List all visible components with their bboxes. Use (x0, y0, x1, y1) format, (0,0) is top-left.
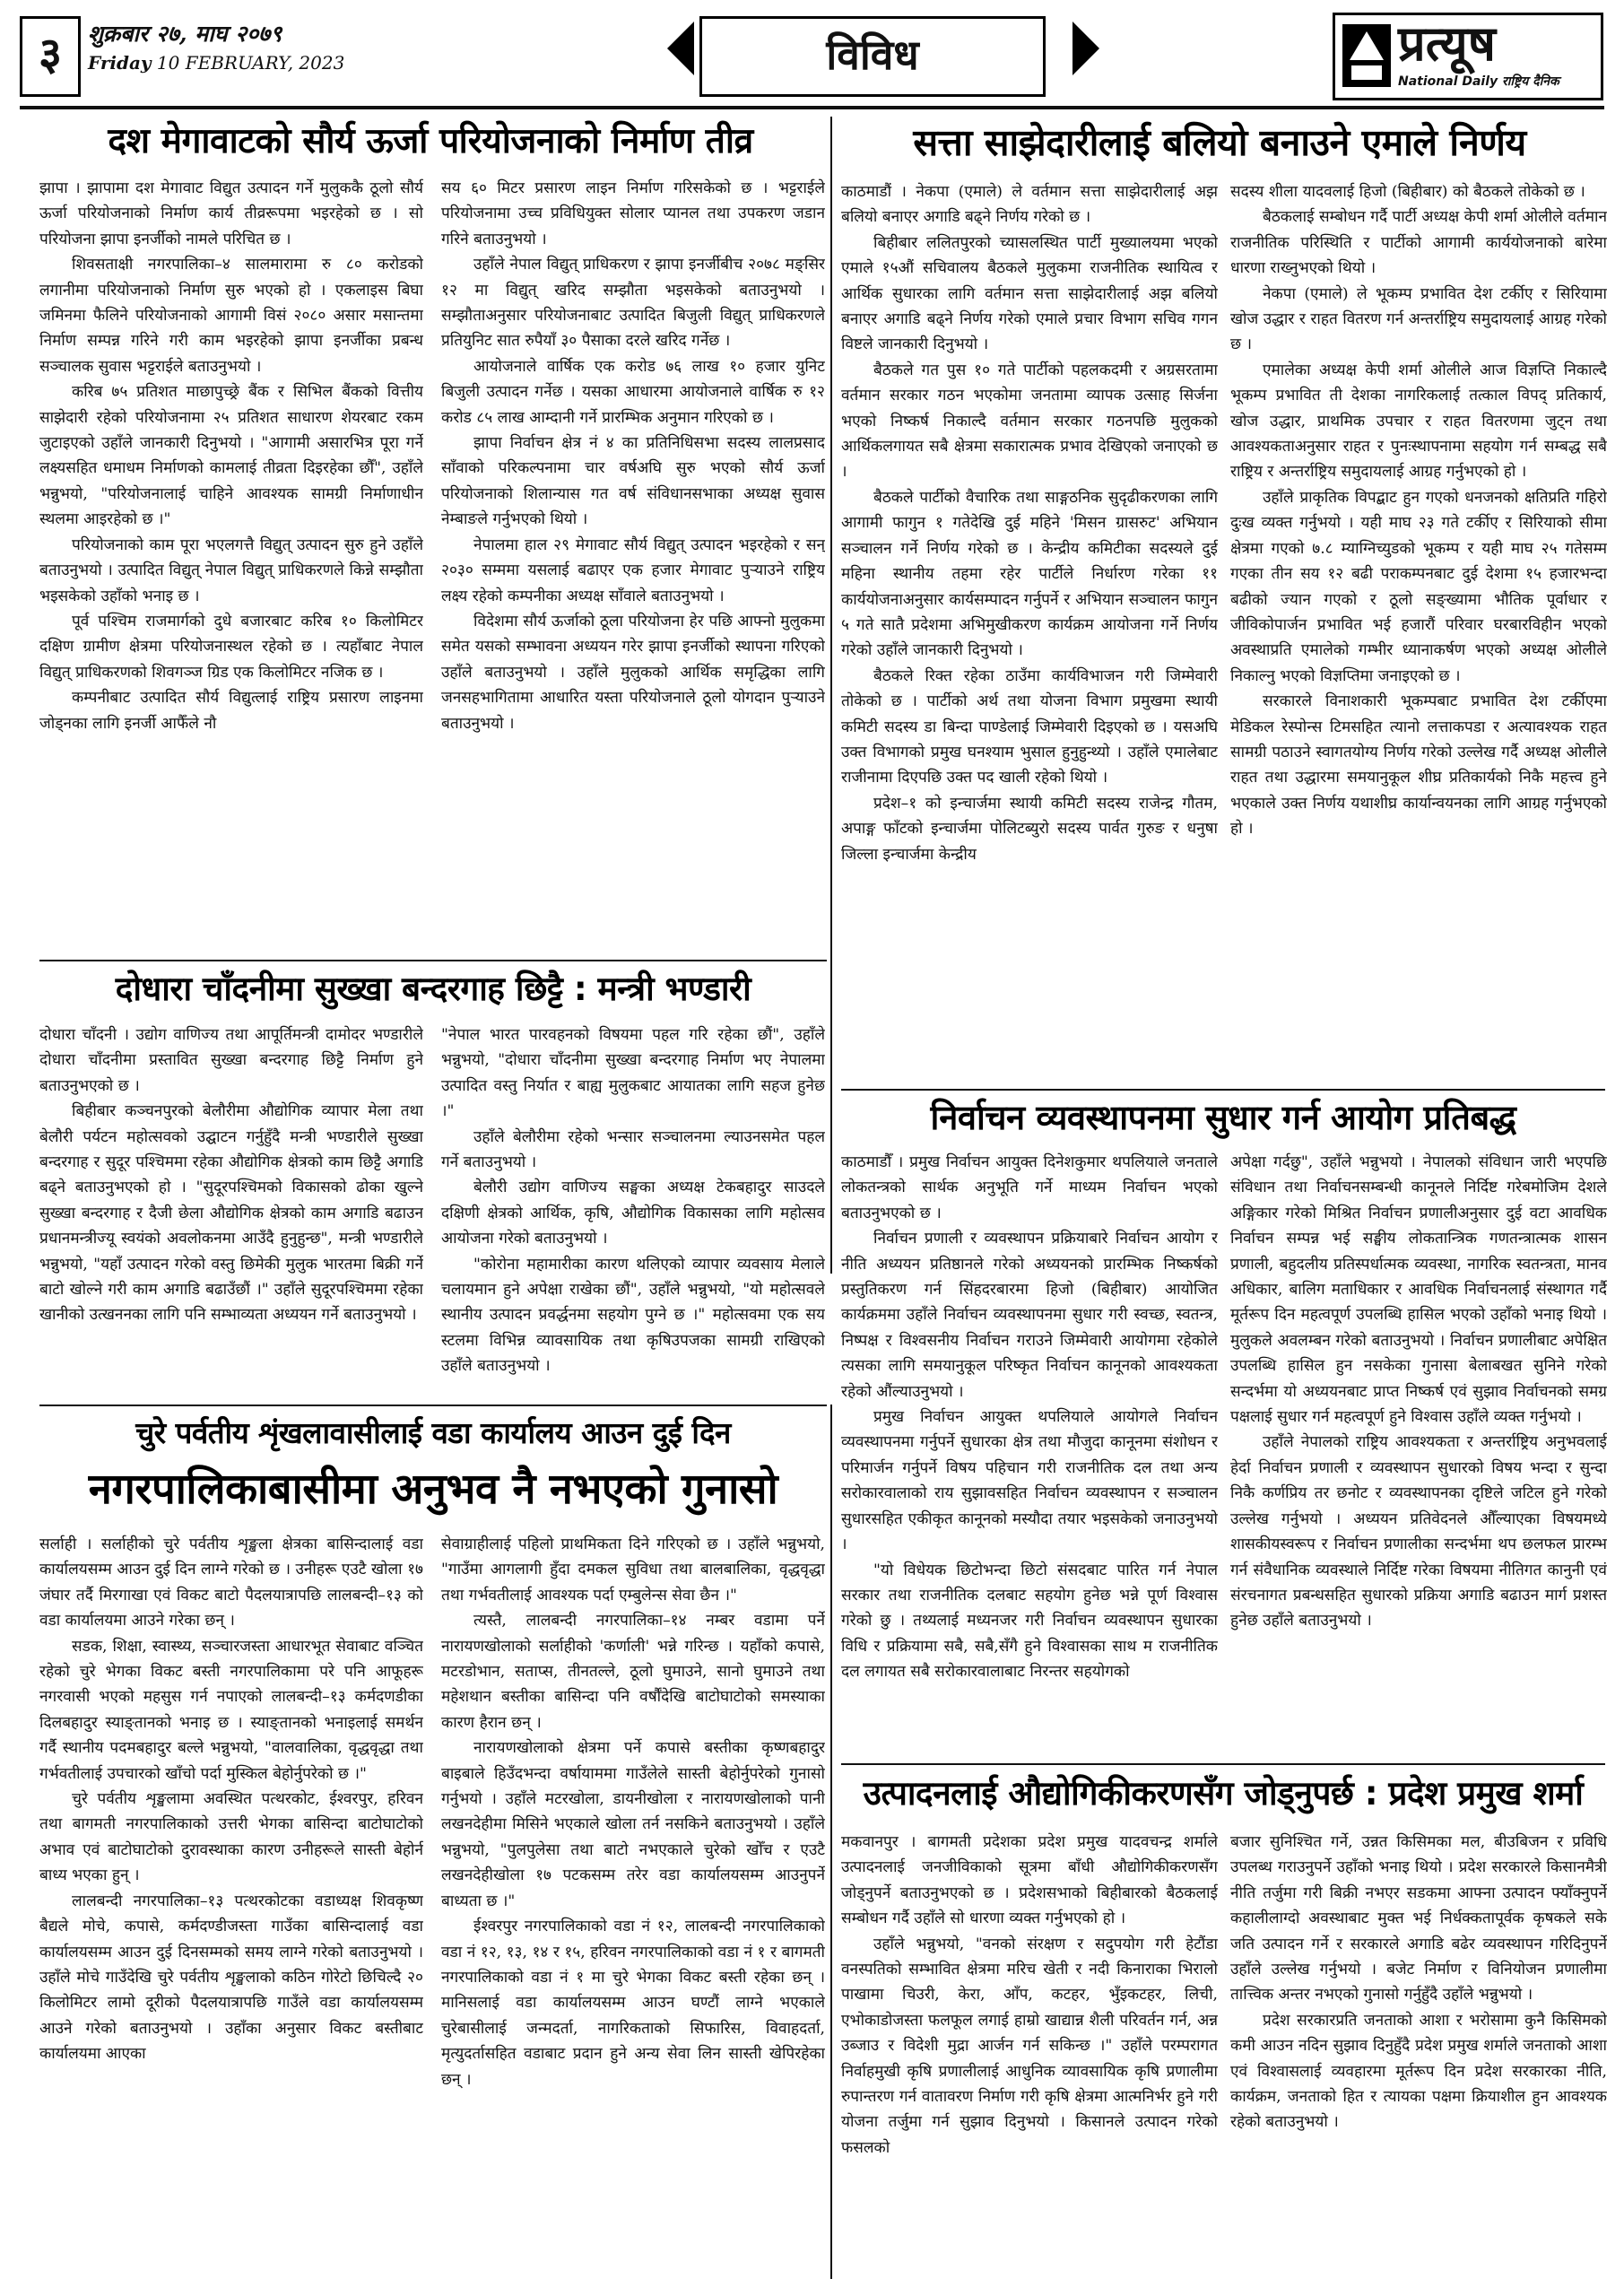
article-rule (841, 1089, 1605, 1091)
paragraph: सेवाग्राहीलाई पहिलो प्राथमिकता दिने गरिएको छ । उहाँले भन्नुभयो, "गाउँमा आगलागी हुँदा दमकल सुविधा तथा बालबालिका, वृद्धवृद्धा तथा गर्भवतीलाई आवश्यक पर्दा एम्बुलेन्स सेवा छैन ।" (441, 1535, 825, 1605)
paragraph: आयोजनाले वार्षिक एक करोड ७६ लाख १० हजार युनिट बिजुली उत्पादन गर्नेछ । यसका आधारमा आयोजनाले वार्षिक रु १२ करोड ८५ लाख आम्दानी गर्ने प्रारम्भिक अनुमान गरिएको छ । (441, 357, 825, 427)
paragraph: नारायणखोलाको क्षेत्रमा पर्ने कपासे बस्तीका कृष्णबहादुर बाइबाले हिउँदभन्दा वर्षायाममा गाउँलेले सास्ती बेहोर्नुपरेको गुनासो गर्नुभयो । उहाँले मटरखोला, डायनीखोला र नारायणखोलाको पानी लखनदेहीमा मिसिने भएकाले खोला तर्न नसकिने बताउनुभयो । उहाँले भन्नुभयो, "पुलपुलेसा तथा बाटो नभएकाले चुरेको खोँच र एउटै लखनदेहीखोला १७ पटकसम्म तरेर वडा कार्यालयसम्म आउनुपर्ने बाध्यता छ ।" (441, 1739, 825, 1910)
paragraph: उहाँले बेलौरीमा रहेको भन्सार सञ्चालनमा ल्याउनसमेत पहल गर्ने बताउनुभयो । (441, 1127, 825, 1172)
article-rule (39, 960, 827, 961)
dryport-col-1 (39, 1022, 423, 1399)
paragraph: बिहीबार ललितपुरको च्यासलस्थित पार्टी मुख्यालयमा भएको एमाले १५औं सचिवालय बैठकले मुलुकमा राजनीतिक स्थायित्व र आर्थिक सुधारका लागि वर्तमान सत्ता साझेदारीलाई अझ बलियो बनाएर अगाडि बढ्ने निर्णय गरेको एमाले प्रचार विभाग सचिव गगन विष्टले जानकारी दिनुभयो । (841, 233, 1218, 354)
date-english-text: 10 FEBRUARY, 2023 (156, 52, 345, 74)
solar-col-1 (39, 176, 423, 956)
headline-industry: उत्पादनलाई औद्योगिकीकरणसँग जोड्नुपर्छ : प्रदेश प्रमुख शर्मा (863, 1774, 1584, 1813)
paragraph: लालबन्दी नगरपालिका–१३ पत्थरकोटका वडाध्यक्ष शिवकृष्ण बैद्यले मोचे, कपासे, कर्मदण्डीजस्ता गाउँका बासिन्दालाई वडा कार्यालयसम्म आउन दुई दिनसम्मको समय लाग्ने गरेको बताउनुभयो । उहाँले मोचे गाउँदेखि चुरे पर्वतीय शृङ्खलाको कठिन गोरेटो छिचिल्दै २० किलोमिटर लामो दूरीको पैदलयात्रापछि गाउँले वडा कार्यालयसम्म आउने गरेको बताउनुभयो । उहाँका अनुसार विकट बस्तीबाट कार्यालयमा आएका (39, 1892, 423, 2064)
paragraph: बेलौरी उद्योग वाणिज्य सङ्घका अध्यक्ष टेकबहादुर साउदले दक्षिणी क्षेत्रको आर्थिक, कृषि, औद्योगिक विकासका लागि महोत्सव आयोजना गरेको बताउनुभयो । (441, 1178, 825, 1248)
section-box (699, 16, 1046, 97)
paragraph: उहाँले भन्नुभयो, "वनको संरक्षण र सदुपयोग गरी हेटौंडा वनस्पतिको सम्भावित क्षेत्रमा मरिच खेती र नदी किनाराका भिरालो पाखामा चिउरी, केरा, आँप, कटहर, भुँइकटहर, लिची, एभोकाडोजस्ता फलफूल लगाई हाम्रो खाद्यान्न शैली परिवर्तन गर्न, अन्न उब्जाउ र विदेशी मुद्रा आर्जन गर्न सकिन्छ ।" उहाँले परम्परागत निर्वाहमुखी कृषि प्रणालीलाई आधुनिक व्यावसायिक कृषि प्रणालीमा रुपान्तरण गर्न वातावरण निर्माण गरी कृषि क्षेत्रमा आत्मनिर्भर हुने गरी योजना तर्जुमा गर्न सुझाव दिनुभयो । किसानले उत्पादन गरेको फसलको (841, 1935, 1218, 2157)
paragraph: सदस्य शीला यादवलाई हिजो (बिहीबार) को बैठकले तोकेको छ । (1230, 183, 1585, 201)
paragraph: काठमाडौँ । प्रमुख निर्वाचन आयुक्त दिनेशकुमार थपलियाले जनताले लोकतन्त्रको सार्थक अनुभूति गर्ने माध्यम निर्वाचन भएको बताउनुभएको छ । (841, 1153, 1218, 1222)
paragraph: "नेपाल भारत पारवहनको विषयमा पहल गरि रहेका छौं", उहाँले भन्नुभयो, "दोधारा चाँदनीमा सुख्खा बन्दरगाह निर्माण भए नेपालमा उत्पादित वस्तु निर्यात र बाह्य मुलुकबाट आयातका लागि सहज हुनेछ ।" (441, 1026, 825, 1121)
paragraph: सडक, शिक्षा, स्वास्थ्य, सञ्चारजस्ता आधारभूत सेवाबाट वञ्चित रहेको चुरे भेगका विकट बस्ती नगरपालिकामा परे पनि आफूहरू नगरवासी भएको महसुस गर्न नपाएको लालबन्दी–१३ कर्मदणडीका दिलबहादुर स्याङ्तानको भनाइ छ । स्याङ्तानको भनाइलाई समर्थन गर्दै स्थानीय पदमबहादुर बल्ले भन्नुभयो, "वालवालिका, वृद्धवृद्धा तथा गर्भवतीलाई उपचारको खाँचो पर्दा मुस्किल बेहोर्नुपरेको छ ।" (39, 1637, 423, 1783)
paragraph: बैठकले रिक्त रहेका ठाउँमा कार्यविभाजन गरी जिम्मेवारी तोकेको छ । पार्टीको अर्थ तथा योजना विभाग प्रमुखमा स्थायी कमिटी सदस्य डा बिन्दा पाण्डेलाई जिम्मेवारी दिइएको छ । यसअघि उक्त विभागको प्रमुख घनश्याम भुसाल हुनुहुन्थ्यो । उहाँले एमालेबाट राजीनामा दिएपछि उक्त पद खाली रहेको थियो । (841, 666, 1218, 787)
paragraph: कम्पनीबाट उत्पादित सौर्य विद्युत्लाई राष्ट्रिय प्रसारण लाइनमा जोड्नका लागि इनर्जी आफैँले नौ (39, 689, 423, 733)
paragraph: प्रदेश–१ को इन्चार्जमा स्थायी कमिटी सदस्य राजेन्द्र गौतम, अपाङ्ग फाँटको इन्चार्जमा पोलिटब्युरो सदस्य पार्वत गुरुङ र धनुषा जिल्ला इन्चार्जमा केन्द्रीय (841, 794, 1218, 864)
logo-emblem-icon (1342, 24, 1391, 87)
headline-solar: दश मेगावाटको सौर्य ऊर्जा परियोजनाको निर्माण तीव्र (108, 121, 753, 161)
paragraph: विदेशमा सौर्य ऊर्जाको ठूला परियोजना हेर पछि आफ्नो मुलुकमा समेत यसको सम्भावना अध्ययन गरेर झापा इनर्जीको स्थापना गरिएको उहाँले बताउनुभयो । उहाँले मुलुकको आर्थिक समृद्धिका लागि जनसहभागितामा आधारित यस्ता परियोजनाले ठूलो योगदान पुऱ्याउने बताउनुभयो । (441, 612, 825, 733)
article-rule (39, 1405, 827, 1406)
headline-churia: नगरपालिकाबासीमा अनुभव नै नभएको गुनासो (88, 1465, 778, 1514)
paragraph: करिब ७५ प्रतिशत माछापुच्छ्रे बैंक र सिभिल बैंकको वित्तीय साझेदारी रहेको परियोजनामा २५ प्रतिशत साधारण शेयरबाट रकम जुटाइएको उहाँले जानकारी दिनुभयो । "आगामी असारभित्र पूरा गर्ने लक्ष्यसहित धमाधम निर्माणको कामलाई तीव्रता दिइरहेका छौँ", उहाँले भन्नुभयो, "परियोजनालाई चाहिने आवश्यक सामग्री निर्माणाधीन स्थलमा आइरहेको छ ।" (39, 383, 423, 529)
arrow-right-icon (1073, 22, 1099, 75)
paragraph: झापा निर्वाचन क्षेत्र नं ४ का प्रतिनिधिसभा सदस्य लालप्रसाद साँवाको परिकल्पनामा चार वर्षअघि सुरु भएको सौर्य ऊर्जा परियोजनाको शिलान्यास गत वर्ष संविधानसभाका अध्यक्ष सुवास नेम्बाङले गर्नुभएको थियो । (441, 434, 825, 529)
headline-coalition: सत्ता साझेदारीलाई बलियो बनाउने एमाले निर्णय (913, 121, 1526, 164)
paragraph: सरकारले विनाशकारी भूकम्पबाट प्रभावित देश टर्कीएमा मेडिकल रेस्पोन्स टिमसहित त्यानो लत्ताकपडा र अत्यावश्यक राहत सामग्री पठाउने स्वागतयोग्य निर्णय गरेको उल्लेख गर्दै अध्यक्ष ओलीले राहत तथा उद्धारमा समयानुकूल शीघ्र प्रतिकार्यको निकै महत्त्व हुने भएकाले उक्त निर्णय यथाशीघ्र कार्यान्वयनका लागि आग्रह गर्नुभएको हो । (1230, 692, 1607, 839)
paragraph: सर्लाही । सर्लाहीको चुरे पर्वतीय शृङ्खला क्षेत्रका बासिन्दालाई वडा कार्यालयसम्म आउन दुई दिन लाग्ने गरेको छ । उनीहरू एउटै खोला १७ जंघार तर्दै मिरगाखा एवं विकट बाटो पैदलयात्रापछि लालबन्दी–१३ को वडा कार्यालयमा आउने गरेका छन् । (39, 1535, 423, 1631)
date-weekday: Friday (88, 52, 152, 74)
election-col-2 (1230, 1150, 1607, 1760)
paragraph: झापा । झापामा दश मेगावाट विद्युत उत्पादन गर्ने मुलुककै ठूलो सौर्य ऊर्जा परियोजनाको निर्माण कार्य तीव्ररूपमा भइरहेको छ । सो परियोजना झापा इनर्जीको नामले परिचित छ । (39, 179, 423, 248)
paper-name: प्रत्यूष (1398, 15, 1496, 72)
coalition-col-2 (1230, 179, 1607, 1085)
paragraph: सय ६० मिटर प्रसारण लाइन निर्माण गरिसकेको छ । भट्टराईले परियोजनामा उच्च प्रविधियुक्त सोलार प्यानल तथा उपकरण जडान गरिने बताउनुभयो । (441, 179, 825, 248)
date-english (88, 52, 344, 74)
paragraph: नेपालमा हाल २९ मेगावाट सौर्य विद्युत् उत्पादन भइरहेको र सन् २०३० सम्ममा यसलाई बढाएर एक हजार मेगावाट पुऱ्याउने राष्ट्रिय लक्ष्य रहेको कम्पनीका अध्यक्ष साँवाले बताउनुभयो । (441, 535, 825, 605)
paragraph: उहाँले प्राकृतिक विपद्बाट हुन गएको धनजनको क्षतिप्रति गहिरो दुःख व्यक्त गर्नुभयो । यही माघ २३ गते टर्कीए र सिरियाको सीमा क्षेत्रमा गएको ७.८ म्याग्निच्युडको भूकम्प र यही माघ २५ गतेसम्म गएका तीन सय १२ बढी पराकम्पनबाट दुई देशमा १५ हजारभन्दा बढीको ज्यान गएको र ठूलो सङ्ख्यामा भौतिक पूर्वाधार र जीविकोपार्जन प्रभावित भई हजारौं परिवार घरबारविहीन भएको अवस्थाप्रति एमालेको गम्भीर ध्यानाकर्षण भएको अध्यक्ष ओलीले निकाल्नु भएको विज्ञप्तिमा जनाइएको छ । (1230, 488, 1607, 685)
paragraph: मकवानपुर । बागमती प्रदेशका प्रदेश प्रमुख यादवचन्द्र शर्माले उत्पादनलाई जनजीविकाको सूत्रमा बाँधी औद्योगिकीकरणसँग जोड्नुपर्ने बताउनुभएको छ । प्रदेशसभाको बिहीबारको बैठकलाई सम्बोधन गर्दै उहाँले सो धारणा व्यक्त गर्नुभएको हो । (841, 1833, 1218, 1928)
column-divider (830, 117, 832, 1274)
headline-election: निर्वाचन व्यवस्थापनमा सुधार गर्न आयोग प्रतिबद्ध (930, 1098, 1516, 1137)
paragraph: उहाँले नेपालको राष्ट्रिय आवश्यकता र अन्तर्राष्ट्रिय अनुभवलाई हेर्दा निर्वाचन प्रणाली र व्यवस्थापन सुधारको विषय भन्दा र सुन्दा निकै कर्णप्रिय तर छनोट र व्यवस्थापनका दृष्टिले जटिल हुने गरेको उल्लेख गर्नुभयो । अध्ययन प्रतिवेदनले औँल्याएका विषयमध्ये शासकीयस्वरूप र निर्वाचन प्रणालीका सन्दर्भमा थप छलफल प्रारम्भ गर्न संवैधानिक व्यवस्थाले निर्दिष्ट गरेका विषयमा नीतिगत कानुनी एवं संरचनागत प्रबन्धसहित सुधारको प्रक्रिया अगाडि बढाउन मार्ग प्रशस्त हुनेछ उहाँले बताउनुभयो । (1230, 1433, 1607, 1631)
churia-col-1 (39, 1532, 423, 2285)
paragraph: पूर्व पश्चिम राजमार्गको दुधे बजारबाट करिब १० किलोमिटर दक्षिण ग्रामीण क्षेत्रमा परियोजनास्थल रहेको छ । त्यहाँबाट नेपाल विद्युत् प्राधिकरणको शिवगञ्ज ग्रिड एक किलोमिटर नजिक छ । (39, 612, 423, 682)
paragraph: परियोजनाको काम पूरा भएलगत्तै विद्युत् उत्पादन सुरु हुने उहाँले बताउनुभयो । उत्पादित विद्युत् नेपाल विद्युत् प्राधिकरणले किन्ने सम्झौता भइसकेको उहाँको भनाइ छ । (39, 535, 423, 605)
paragraph: ईश्वरपुर नगरपालिकाको वडा नं १२, लालबन्दी नगरपालिकाको वडा नं १२, १३, १४ र १५, हरिवन नगरपालिकाको वडा नं १ र बागमती नगरपालिकाको वडा नं १ मा चुरे भेगका विकट बस्ती रहेका छन् । मानिसलाई वडा कार्यालयसम्म आउन घण्टौं लाग्ने भएकाले चुरेबासीलाई जन्मदर्ता, नागरिकताको सिफारिस, विवाहदर्ता, मृत्युदर्तासहित वडाबाट प्रदान हुने अन्य सेवा लिन सास्ती खेपिरहेका छन् । (441, 1918, 825, 2089)
dryport-col-2 (441, 1022, 825, 1399)
churia-col-2 (441, 1532, 825, 2285)
industry-col-2 (1230, 1830, 1607, 2285)
election-col-1 (841, 1150, 1218, 1760)
paragraph: अपेक्षा गर्दछु", उहाँले भन्नुभयो । नेपालको संविधान जारी भएपछि संविधान तथा निर्वाचनसम्बन्धी कानूनले निर्दिष्ट गरेबमोजिम देशले अङ्गिकार गरेको मिश्रित निर्वाचन प्रणालीअनुसार दुई वटा आवधिक निर्वाचन सम्पन्न भई सङ्घीय लोकतान्त्रिक गणतन्त्रात्मक शासन प्रणाली, बहुदलीय प्रतिस्पर्धात्मक व्यवस्था, नागरिक स्वतन्त्रता, मानव अधिकार, बालिग मताधिकार र आवधिक निर्वाचनलाई संस्थागत गर्दै मूर्तरूप दिन महत्वपूर्ण उपलब्धि हासिल भएको उहाँको भनाइ थियो । मुलुकले अवलम्बन गरेको बताउनुभयो । निर्वाचन प्रणालीबाट अपेक्षित उपलब्धि हासिल हुन नसकेका गुनासा बेलाबखत सुनिने गरेको सन्दर्भमा यो अध्ययनबाट प्राप्त निष्कर्ष एवं सुझाव निर्वाचनको समग्र पक्षलाई सुधार गर्न महत्वपूर्ण हुने विश्वास उहाँले व्यक्त गर्नुभयो । (1230, 1153, 1607, 1427)
article-rule (841, 1763, 1605, 1765)
paragraph: एमालेका अध्यक्ष केपी शर्मा ओलीले आज विज्ञप्ति निकाल्दै भूकम्प प्रभावित ती देशका नागरिकलाई तत्काल विपद् प्रतिकार्य, खोज उद्धार, प्राथमिक उपचार र राहत वितरणमा जुट्न तथा आवश्यकताअनुसार राहत र पुनःस्थापनामा सहयोग गर्न सम्बद्ध सबै राष्ट्रिय र अन्तर्राष्ट्रिय समुदायलाई आग्रह गर्नुभएको हो । (1230, 361, 1607, 482)
paragraph: प्रमुख निर्वाचन आयुक्त थपलियाले आयोगले निर्वाचन व्यवस्थापनमा गर्नुपर्ने सुधारका क्षेत्र तथा मौजुदा कानूनमा संशोधन र परिमार्जन गर्नुपर्ने विषय पहिचान गरी राजनीतिक दल तथा अन्य सरोकारवालाको राय सुझावसहित निर्वाचन व्यवस्थापन र सञ्चालन सुधारसहित एकीकृत कानूनको मस्यौदा तयार भइसकेको जनाउनुभयो । (841, 1408, 1218, 1554)
paragraph: शिवसताक्षी नगरपालिका–४ सालमारामा रु ८० करोडको लगानीमा परियोजनाको निर्माण सुरु भएको हो । एकलाइस बिघा जमिनमा फैलिने परियोजनाको आगामी विसं २०८० असार मसान्तमा निर्माण सम्पन्न गरिने गरी काम भइरहेको झापा इनर्जीका प्रबन्ध सञ्चालक सुवास भट्टराईले बताउनुभयो । (39, 256, 423, 376)
page-number: ३ (20, 16, 81, 97)
paragraph: निर्वाचन प्रणाली र व्यवस्थापन प्रक्रियाबारे निर्वाचन आयोग र नीति अध्ययन प्रतिष्ठानले गरेको अध्ययनको प्रारम्भिक निष्कर्षको प्रस्तुतिकरण गर्न सिंहदरबारमा हिजो (बिहीबार) आयोजित कार्यक्रममा उहाँले निर्वाचन व्यवस्थापनमा सुधार गरी स्वच्छ, स्वतन्त्र, निष्पक्ष र विश्वसनीय निर्वाचन गराउने जिम्मेवारी आयोगमा रहेकोले त्यसका लागि समयानुकूल परिष्कृत निर्वाचन कानूनको आवश्यकता रहेको औंल्याउनुभयो । (841, 1230, 1218, 1401)
paragraph: दोधारा चाँदनी । उद्योग वाणिज्य तथा आपूर्तिमन्त्री दामोदर भण्डारीले दोधारा चाँदनीमा प्रस्तावित सुख्खा बन्दरगाह छिट्टै निर्माण हुने बताउनुभएको छ । (39, 1026, 423, 1095)
paragraph: काठमाडौं । नेकपा (एमाले) ले वर्तमान सत्ता साझेदारीलाई अझ बलियो बनाएर अगाडि बढ्ने निर्णय गरेको छ । (841, 183, 1218, 227)
paragraph: प्रदेश सरकारप्रति जनताको आशा र भरोसामा कुनै किसिमको कमी आउन नदिन सुझाव दिनुहुँदै प्रदेश प्रमुख शर्माले जनताको आशा एवं विश्वासलाई व्यवहारमा मूर्तरूप दिन प्रदेश सरकारका नीति, कार्यक्रम, जनताको हित र त्यायका पक्षमा क्रियाशील हुन आवश्यक रहेको बताउनुभयो । (1230, 2011, 1607, 2132)
paragraph: "यो विधेयक छिटोभन्दा छिटो संसदबाट पारित गर्न नेपाल सरकार तथा राजनीतिक दलबाट सहयोग हुनेछ भन्ने पूर्ण विश्वास गरेको छु । तथ्यलाई मध्यनजर गरी निर्वाचन व्यवस्थापन सुधारका विधि र प्रक्रियामा सबै, सबै,सँगै हुने विश्वासका साथ म राजनीतिक दल लगायत सबै सरोकारवालाबाट निरन्तर सहयोगको (841, 1561, 1218, 1682)
section-label: विविध (826, 30, 919, 79)
kicker-churia: चुरे पर्वतीय शृंखलावासीलाई वडा कार्यालय आउन दुई दिन (135, 1415, 731, 1450)
paragraph: नेकपा (एमाले) ले भूकम्प प्रभावित देश टर्कीए र सिरियामा खोज उद्धार र राहत वितरण गर्न अन्तर्राष्ट्रिय समुदायलाई आग्रह गरेको छ । (1230, 284, 1607, 354)
column-divider (830, 1405, 832, 2279)
paper-tagline: National Daily राष्ट्रिय दैनिक (1398, 74, 1559, 89)
paragraph: बजार सुनिश्चित गर्ने, उन्नत किसिमका मल, बीउबिजन र प्रविधि उपलब्ध गराउनुपर्ने उहाँको भनाइ थियो । प्रदेश सरकारले किसानमैत्री नीति तर्जुमा गरी बिक्री नभएर सडकमा आफ्ना उत्पादन फ्याँक्नुपर्ने कहालीलाग्दो अवस्थाबाट मुक्त भई निर्धक्कतापूर्वक कृषकले सके जति उत्पादन गर्ने र सरकारले अगाडि बढेर व्यवस्थापन गरिदिनुपर्ने उहाँले उल्लेख गर्नुभयो । बजेट निर्माण र विनियोजन प्रणालीमा तात्त्विक अन्तर नभएको गुनासो गर्नुहुँदै उहाँले भन्नुभयो । (1230, 1833, 1607, 2005)
arrow-left-icon (667, 22, 694, 75)
paragraph: त्यस्तै, लालबन्दी नगरपालिका–१४ नम्बर वडामा पर्ने नारायणखोलाको सर्लाहीको 'कर्णाली' भन्ने गरिन्छ । यहाँको कपासे, मटरडोभान, सताप्स, तीनतल्ले, ठूलो घुमाउने, सानो घुमाउने तथा महेशथान बस्तीका बासिन्दा पनि वर्षौंदेखि बाटोघाटोको समस्याका कारण हैरान छन् । (441, 1612, 825, 1732)
paragraph: उहाँले नेपाल विद्युत् प्राधिकरण र झापा इनर्जीबीच २०७८ मङ्सिर १२ मा विद्युत् खरिद सम्झौता भइसकेको बताउनुभयो । सम्झौताअनुसार परियोजनाबाट उत्पादित बिजुली विद्युत् प्राधिकरणले प्रतियुनिट सात रुपैयाँ ३० पैसाका दरले खरिद गर्नेछ । (441, 256, 825, 351)
paragraph: बैठकले पार्टीको वैचारिक तथा साङ्गठनिक सुदृढीकरणका लागि आगामी फागुन १ गतेदेखि दुई महिने 'मिसन ग्रासरुट' अभियान सञ्चालन गर्ने निर्णय गरेको छ । केन्द्रीय कमिटीका सदस्यले दुई महिना स्थानीय तहमा रहेर पार्टीले निर्धारण गरेका ११ कार्ययोजनाअनुसार कार्यसम्पादन गर्नुपर्ने र अभियान सञ्चालन फागुन ५ गते सातै प्रदेशमा अभिमुखीकरण कार्यक्रम आयोजना गर्ने निर्णय गरेको उहाँले जानकारी दिनुभयो । (841, 488, 1218, 660)
paragraph: चुरे पर्वतीय शृङ्खलामा अवस्थित पत्थरकोट, ईश्वरपुर, हरिवन तथा बागमती नगरपालिकाको उत्तरी भेगका बासिन्दा बाटोघाटोको अभाव एवं बाटोघाटोको दुरावस्थाका कारण उनीहरूले सास्ती बेहोर्न बाध्य भएका हुन् । (39, 1790, 423, 1885)
industry-col-1 (841, 1830, 1218, 2285)
paragraph: "कोरोना महामारीका कारण थलिएको व्यापार व्यवसाय मेलाले चलायमान हुने अपेक्षा राखेका छौं", उहाँले भन्नुभयो, "यो महोत्सवले स्थानीय उत्पादन प्रवर्द्धनमा सहयोग पुग्ने छ ।" महोत्सवमा एक सय स्टलमा विभिन्न व्यावसायिक तथा कृषिउपजका सामग्री राखिएको उहाँले बताउनुभयो । (441, 1255, 825, 1376)
solar-col-2 (441, 176, 825, 956)
headline-dryport: दोधारा चाँदनीमा सुख्खा बन्दरगाह छिट्टै : मन्त्री भण्डारी (115, 970, 751, 1008)
paragraph: बैठकले गत पुस १० गते पार्टीको पहलकदमी र अग्रसरतामा वर्तमान सरकार गठन भएकोमा जनतामा व्यापक उत्साह सिर्जना भएको निष्कर्ष निकाल्दै वर्तमान सरकार गठनपछि मुलुकको आर्थिकलगायत सबै क्षेत्रमा सकारात्मक प्रभाव देखिएको जनाएको छ । (841, 361, 1218, 482)
date-nepali: शुक्रबार २७, माघ २०७९ (88, 21, 282, 47)
paragraph: बिहीबार कञ्चनपुरको बेलौरीमा औद्योगिक व्यापार मेला तथा बेलौरी पर्यटन महोत्सवको उद्घाटन गर्नुहुँदै मन्त्री भण्डारीले सुख्खा बन्दरगाह र सुदूर पश्चिममा रहेका औद्योगिक क्षेत्रको काम छिट्टै अगाडि बढ्ने बताउनुभएको हो । "सुदूरपश्चिमको विकासको ढोका खुल्ने सुख्खा बन्दरगाह र दैजी छेला औद्योगिक क्षेत्रको काम अगाडि बढाउन प्रधानमन्त्रीज्यू स्वयंको अवलोकनमा आउँदै हुनुहुन्छ", मन्त्री भण्डारीले भन्नुभयो, "यहाँ उत्पादन गरेको वस्तु छिमेकी मुलुक भारतमा बिक्री गर्ने बाटो खोल्ने गरी काम अगाडि बढाउँछौं ।" उहाँले सुदूरपश्चिममा रहेका खानीको उत्खननका लागि पनि सम्भाव्यता अध्ययन गर्ने बताउनुभयो । (39, 1102, 423, 1325)
masthead-rule (20, 106, 1604, 109)
coalition-col-1 (841, 179, 1218, 1085)
paper-logo (1333, 13, 1603, 100)
paragraph: बैठकलाई सम्बोधन गर्दै पार्टी अध्यक्ष केपी शर्मा ओलीले वर्तमान राजनीतिक परिस्थिति र पार्टीको आगामी कार्ययोजनाको बारेमा धारणा राख्नुभएको थियो । (1230, 208, 1607, 278)
